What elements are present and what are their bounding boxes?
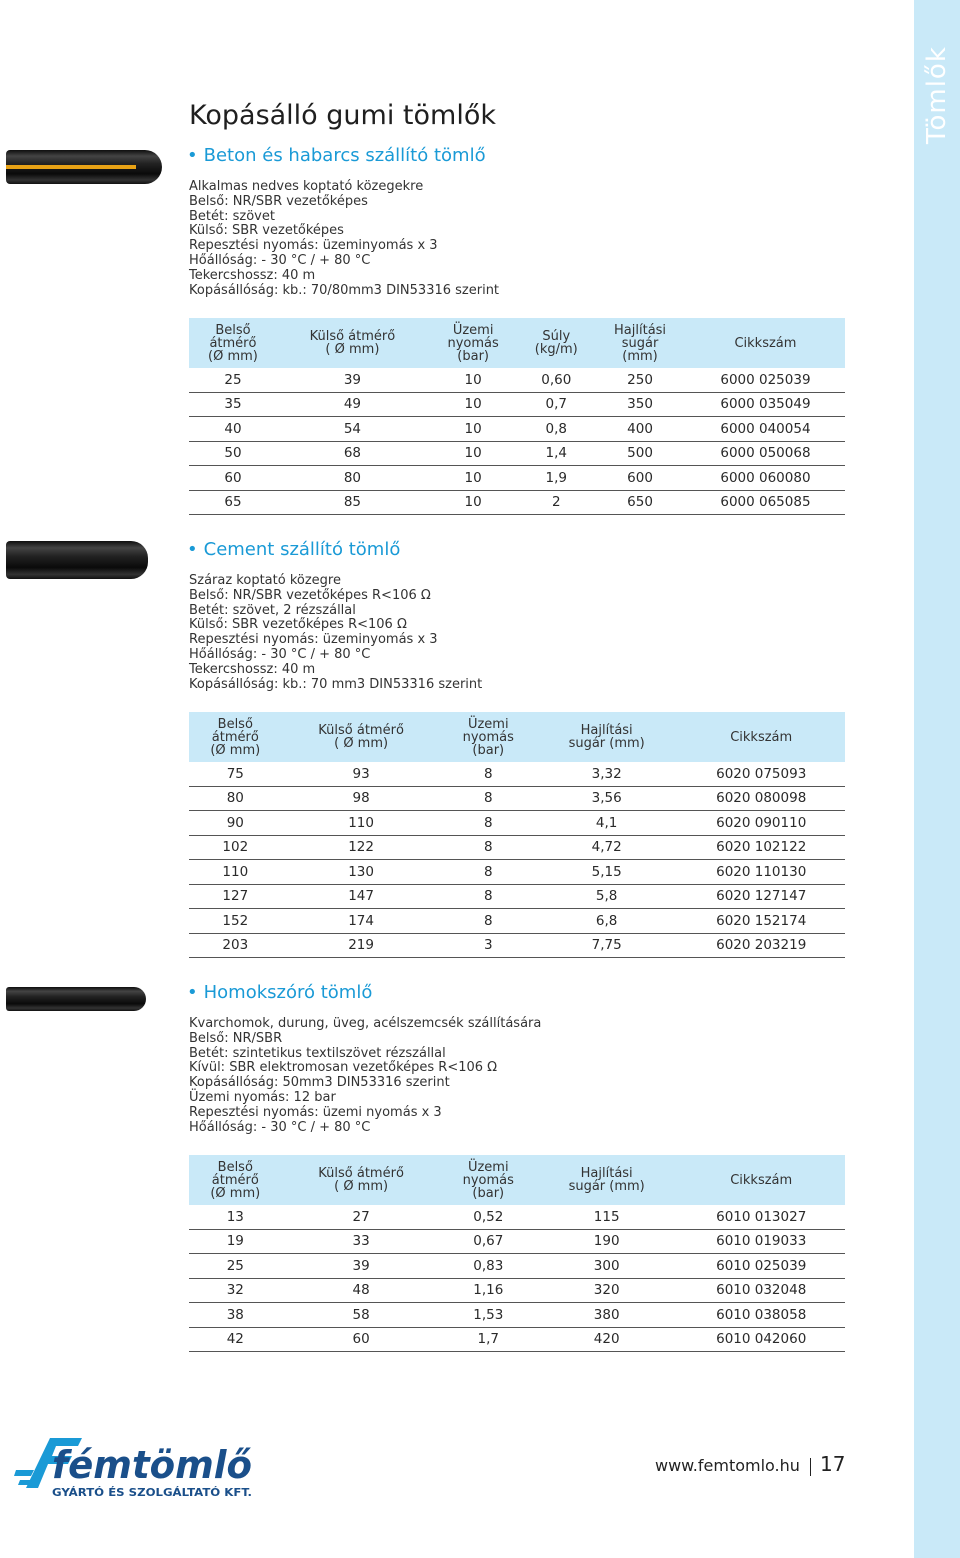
table-cell: 49	[277, 392, 428, 417]
table-header-cell	[677, 712, 845, 762]
section-description	[189, 1017, 541, 1135]
table-header-text: (bar)	[472, 1185, 505, 1201]
table-cell: 6000 035049	[686, 392, 845, 417]
table-row	[189, 417, 845, 442]
table-header-text: nyomás	[462, 1172, 514, 1188]
table-cell: 48	[282, 1278, 441, 1303]
table-cell: 0,60	[518, 368, 594, 392]
table-cell: 1,9	[518, 466, 594, 491]
table-header-cell	[677, 1155, 845, 1205]
table-header-text: (kg/m)	[534, 342, 578, 357]
table-row	[189, 392, 845, 417]
table-cell: 1,7	[441, 1327, 536, 1352]
table-cell: 6020 127147	[677, 884, 845, 909]
section-title-text: Beton és habarcs szállító tömlő	[203, 145, 486, 166]
table-cell: 6020 075093	[677, 762, 845, 786]
table-cell: 39	[277, 368, 428, 392]
table-row	[189, 811, 845, 836]
logo-text: fémtömlő	[52, 1443, 252, 1487]
table-header-cell	[189, 1155, 282, 1205]
table-header-text: Cikkszám	[730, 1172, 793, 1188]
table-cell: 4,1	[536, 811, 678, 836]
table-cell: 10	[428, 490, 518, 515]
table-header-text: Üzemi	[467, 1159, 509, 1175]
table-cell: 5,15	[536, 860, 678, 885]
desc-line: Hőállóság: - 30 °C / + 80 °C	[189, 252, 371, 268]
table-cell: 98	[282, 786, 441, 811]
desc-line: Repesztési nyomás: üzemi nyomás x 3	[189, 1104, 442, 1120]
table-cell: 8	[441, 884, 536, 909]
table-cell: 65	[189, 490, 277, 515]
footer-divider	[810, 1458, 811, 1476]
table-header-text: sugár (mm)	[568, 736, 645, 751]
desc-line: Kopásállóság: kb.: 70/80mm3 DIN53316 szerint	[189, 282, 500, 298]
desc-line: Betét: szövet, 2 rézszállal	[189, 602, 356, 618]
table-cell: 35	[189, 392, 277, 417]
spec-table	[189, 712, 845, 958]
table-header-text: átmérő	[211, 1172, 259, 1188]
table-cell: 6,8	[536, 909, 678, 934]
desc-line: Tekercshossz: 40 m	[189, 661, 316, 677]
table-row	[189, 860, 845, 885]
table-cell: 10	[428, 466, 518, 491]
table-header-cell	[441, 1155, 536, 1205]
table-header-cell	[277, 318, 428, 368]
table-header-text: Hajlítási	[580, 1166, 633, 1181]
table-header-text: átmérő	[211, 729, 259, 745]
table-cell: 1,53	[441, 1303, 536, 1328]
table-header-text: Súly	[542, 329, 571, 344]
desc-line: Kopásállóság: 50mm3 DIN53316 szerint	[189, 1075, 450, 1091]
footer-url-text[interactable]: www.femtomlo.hu	[655, 1456, 800, 1475]
desc-line: Külső: SBR vezetőképes R<106 Ω	[189, 617, 407, 633]
table-cell: 350	[594, 392, 686, 417]
table-row	[189, 1229, 845, 1254]
side-tab-label: Tömlők	[922, 46, 952, 144]
table-row	[189, 466, 845, 491]
table-header-text: (bar)	[472, 742, 505, 758]
table-cell: 1,4	[518, 441, 594, 466]
table-row	[189, 786, 845, 811]
table-cell: 2	[518, 490, 594, 515]
table-header-text: Belső	[215, 322, 251, 338]
table-row	[189, 368, 845, 392]
table-cell: 190	[536, 1229, 678, 1254]
table-cell: 6000 040054	[686, 417, 845, 442]
table-cell: 68	[277, 441, 428, 466]
spec-table	[189, 1155, 845, 1352]
table-cell: 203	[189, 933, 282, 958]
table-cell: 50	[189, 441, 277, 466]
bullet-icon: •	[187, 982, 198, 1003]
section-title-text: Homokszóró tömlő	[203, 982, 373, 1003]
table-cell: 6020 110130	[677, 860, 845, 885]
table-cell: 0,83	[441, 1254, 536, 1279]
table-cell: 219	[282, 933, 441, 958]
table-row	[189, 884, 845, 909]
table-cell: 0,67	[441, 1229, 536, 1254]
table-header-cell	[518, 318, 594, 368]
table-header-cell	[441, 712, 536, 762]
table-header-text: nyomás	[462, 729, 514, 745]
table-cell: 7,75	[536, 933, 678, 958]
table-row	[189, 1327, 845, 1352]
table-cell: 174	[282, 909, 441, 934]
table-header-text: Üzemi	[467, 716, 509, 732]
table-cell: 6000 060080	[686, 466, 845, 491]
footer-url[interactable]	[655, 1456, 821, 1476]
table-header-text: (Ø mm)	[210, 742, 261, 758]
table-cell: 6020 152174	[677, 909, 845, 934]
section-title	[187, 145, 486, 166]
table-cell: 1,16	[441, 1278, 536, 1303]
bullet-icon: •	[187, 145, 198, 166]
hose-image-beton	[6, 150, 162, 184]
table-cell: 500	[594, 441, 686, 466]
table-cell: 250	[594, 368, 686, 392]
table-row	[189, 909, 845, 934]
table-cell: 6000 065085	[686, 490, 845, 515]
table-cell: 13	[189, 1205, 282, 1229]
table-cell: 6000 025039	[686, 368, 845, 392]
desc-line: Kívül: SBR elektromosan vezetőképes R<106 Ω	[189, 1060, 498, 1076]
desc-line: Betét: szintetikus textilszövet rézszállal	[189, 1045, 446, 1061]
table-header-text: (Ø mm)	[208, 348, 258, 364]
table-cell: 25	[189, 368, 277, 392]
table-cell: 6010 038058	[677, 1303, 845, 1328]
table-header-text: Üzemi	[452, 322, 494, 338]
table-cell: 33	[282, 1229, 441, 1254]
table-cell: 6010 042060	[677, 1327, 845, 1352]
desc-line: Tekercshossz: 40 m	[189, 267, 316, 283]
table-header-cell	[282, 1155, 441, 1205]
table-header-row	[189, 318, 845, 368]
table-cell: 6010 032048	[677, 1278, 845, 1303]
table-cell: 130	[282, 860, 441, 885]
table-cell: 3,32	[536, 762, 678, 786]
page-title: Kopásálló gumi tömlők	[189, 100, 496, 131]
table-cell: 85	[277, 490, 428, 515]
table-cell: 0,52	[441, 1205, 536, 1229]
desc-line: Repesztési nyomás: üzeminyomás x 3	[189, 238, 438, 254]
table-row	[189, 441, 845, 466]
table-cell: 58	[282, 1303, 441, 1328]
table-cell: 10	[428, 441, 518, 466]
table-header-text: (mm)	[622, 348, 658, 364]
table-cell: 4,72	[536, 835, 678, 860]
table-cell: 10	[428, 417, 518, 442]
table-header-row	[189, 712, 845, 762]
table-row	[189, 1205, 845, 1229]
table-cell: 25	[189, 1254, 282, 1279]
table-cell: 80	[277, 466, 428, 491]
desc-line: Belső: NR/SBR vezetőképes	[189, 193, 368, 209]
femtomlo-logo	[12, 1430, 262, 1500]
table-cell: 32	[189, 1278, 282, 1303]
table-cell: 400	[594, 417, 686, 442]
table-header-text: ( Ø mm)	[334, 1179, 389, 1194]
table-cell: 147	[282, 884, 441, 909]
table-cell: 650	[594, 490, 686, 515]
table-cell: 102	[189, 835, 282, 860]
table-cell: 6020 102122	[677, 835, 845, 860]
table-header-cell	[686, 318, 845, 368]
desc-line: Kopásállóság: kb.: 70 mm3 DIN53316 szerint	[189, 676, 483, 692]
table-cell: 300	[536, 1254, 678, 1279]
desc-line: Alkalmas nedves koptató közegekre	[189, 179, 424, 194]
table-header-text: átmérő	[209, 335, 257, 351]
table-cell: 80	[189, 786, 282, 811]
table-cell: 110	[189, 860, 282, 885]
table-cell: 42	[189, 1327, 282, 1352]
table-cell: 420	[536, 1327, 678, 1352]
table-cell: 10	[428, 368, 518, 392]
desc-line: Betét: szövet	[189, 208, 275, 224]
desc-line: Üzemi nyomás: 12 bar	[189, 1089, 336, 1105]
table-header-cell	[282, 712, 441, 762]
table-cell: 19	[189, 1229, 282, 1254]
table-header-cell	[594, 318, 686, 368]
table-cell: 0,7	[518, 392, 594, 417]
table-header-cell	[536, 712, 678, 762]
table-header-text: sugár (mm)	[568, 1179, 645, 1194]
table-cell: 39	[282, 1254, 441, 1279]
desc-line: Külső: SBR vezetőképes	[189, 223, 344, 239]
desc-line: Hőállóság: - 30 °C / + 80 °C	[189, 646, 371, 662]
table-row	[189, 762, 845, 786]
table-cell: 6020 080098	[677, 786, 845, 811]
table-header-text: Cikkszám	[730, 729, 793, 745]
desc-line: Repesztési nyomás: üzeminyomás x 3	[189, 632, 438, 648]
table-cell: 6020 090110	[677, 811, 845, 836]
table-header-text: ( Ø mm)	[334, 736, 389, 751]
table-header-text: (bar)	[457, 348, 489, 364]
table-cell: 5,8	[536, 884, 678, 909]
bullet-icon: •	[187, 539, 198, 560]
desc-line: Belső: NR/SBR	[189, 1030, 283, 1046]
side-tab	[914, 0, 960, 1558]
table-cell: 320	[536, 1278, 678, 1303]
table-header-text: Cikkszám	[734, 335, 797, 351]
table-cell: 6010 013027	[677, 1205, 845, 1229]
table-cell: 75	[189, 762, 282, 786]
table-cell: 60	[282, 1327, 441, 1352]
table-header-cell	[189, 318, 277, 368]
table-cell: 8	[441, 860, 536, 885]
table-header-text: Hajlítási	[580, 723, 633, 738]
table-header-text: Külső átmérő	[318, 723, 404, 738]
table-cell: 8	[441, 811, 536, 836]
desc-line: Kvarchomok, durung, üveg, acélszemcsék szállítására	[189, 1016, 542, 1031]
table-cell: 0,8	[518, 417, 594, 442]
table-header-text: Külső átmérő	[309, 329, 396, 344]
section-title	[187, 539, 400, 560]
table-cell: 93	[282, 762, 441, 786]
desc-line: Száraz koptató közegre	[189, 573, 341, 588]
table-cell: 600	[594, 466, 686, 491]
table-cell: 8	[441, 762, 536, 786]
table-row	[189, 1303, 845, 1328]
section-description	[189, 574, 482, 692]
table-header-text: ( Ø mm)	[325, 342, 380, 357]
table-row	[189, 1254, 845, 1279]
table-row	[189, 933, 845, 958]
spec-table	[189, 318, 845, 515]
hose-image-homokszoro	[6, 987, 146, 1011]
table-cell: 380	[536, 1303, 678, 1328]
table-cell: 27	[282, 1205, 441, 1229]
page-number: 17	[820, 1452, 846, 1476]
table-cell: 38	[189, 1303, 282, 1328]
table-cell: 90	[189, 811, 282, 836]
table-cell: 115	[536, 1205, 678, 1229]
table-cell: 10	[428, 392, 518, 417]
table-header-text: (Ø mm)	[210, 1185, 261, 1201]
table-cell: 110	[282, 811, 441, 836]
table-header-text: Belső	[217, 1159, 253, 1175]
desc-line: Hőállóság: - 30 °C / + 80 °C	[189, 1119, 371, 1135]
table-cell: 6000 050068	[686, 441, 845, 466]
table-cell: 152	[189, 909, 282, 934]
table-cell: 54	[277, 417, 428, 442]
table-header-text: Belső	[217, 716, 253, 732]
table-cell: 127	[189, 884, 282, 909]
section-title-text: Cement szállító tömlő	[203, 539, 401, 560]
table-cell: 8	[441, 835, 536, 860]
table-header-row	[189, 1155, 845, 1205]
table-cell: 6010 019033	[677, 1229, 845, 1254]
table-header-text: Külső átmérő	[318, 1166, 404, 1181]
section-description	[189, 180, 499, 298]
table-header-cell	[189, 712, 282, 762]
table-cell: 40	[189, 417, 277, 442]
section-title	[187, 982, 372, 1003]
table-cell: 6010 025039	[677, 1254, 845, 1279]
table-cell: 8	[441, 909, 536, 934]
hose-image-cement	[6, 541, 148, 579]
table-header-cell	[428, 318, 518, 368]
logo-tagline: GYÁRTÓ ÉS SZOLGÁLTATÓ KFT.	[52, 1486, 252, 1499]
table-cell: 122	[282, 835, 441, 860]
table-row	[189, 490, 845, 515]
table-header-cell	[536, 1155, 678, 1205]
table-cell: 3,56	[536, 786, 678, 811]
table-cell: 6020 203219	[677, 933, 845, 958]
table-header-text: Hajlítási	[614, 322, 667, 338]
table-cell: 8	[441, 786, 536, 811]
table-cell: 60	[189, 466, 277, 491]
table-header-text: nyomás	[447, 335, 499, 351]
table-cell: 3	[441, 933, 536, 958]
desc-line: Belső: NR/SBR vezetőképes R<106 Ω	[189, 587, 431, 603]
table-row	[189, 835, 845, 860]
table-row	[189, 1278, 845, 1303]
table-header-text: sugár	[621, 335, 659, 351]
